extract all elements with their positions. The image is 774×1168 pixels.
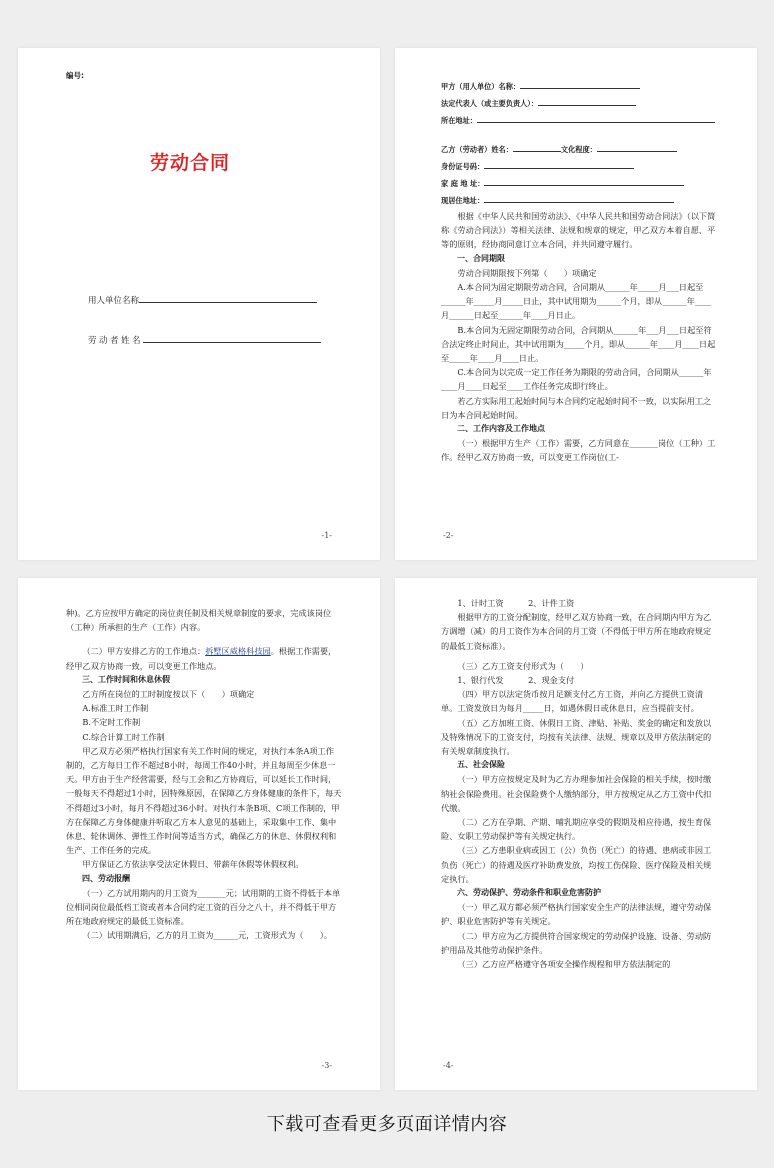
page2-body xyxy=(441,209,717,465)
page-number: -2- xyxy=(443,531,454,540)
current-address-field: 现居住地址： xyxy=(441,192,721,209)
paragraph: （三）乙方应严格遵守各项安全操作规程和甲方依法制定的 xyxy=(457,959,671,970)
home-address-field: 家 庭 地 址： xyxy=(441,175,721,192)
section-6-heading: 六、劳动保护、劳动条件和职业危害防护 xyxy=(457,888,601,898)
page3-body xyxy=(66,606,342,943)
page-number: -4- xyxy=(443,1061,454,1070)
document-page-4 xyxy=(395,578,757,1090)
paragraph: （三）乙方患职业病或因工（公）负伤（死亡）的待遇、患病或非因工负伤（死亡）的待遇及医疗补助费发放，均按工伤保险、医疗保险及相关规定执行。 xyxy=(441,845,712,884)
section-4-heading: 四、劳动报酬 xyxy=(82,873,130,883)
contract-number-label: 编号: xyxy=(66,71,84,80)
party-b-name-field: 乙方（劳动者）姓名： 文化程度： xyxy=(441,141,721,158)
paragraph: （一）甲乙双方都必须严格执行国家安全生产的法律法规，遵守劳动保护、职业危害防护等有关规定。 xyxy=(441,902,712,927)
paragraph: （一）甲方应按规定及时为乙方办理参加社会保险的相关手续，按时缴纳社会保险费用。社会保险费个人缴纳部分，甲方按规定从乙方工资中代扣代缴。 xyxy=(441,774,712,813)
paragraph: C.本合同为以完成一定工作任务为期限的劳动合同，合同期从______年____月____日起至____工作任务完成即行终止。 xyxy=(441,367,712,392)
id-number-field: 身份证号码： xyxy=(441,158,721,175)
employer-name-label: 用人单位名称 xyxy=(88,296,140,306)
employer-name-row xyxy=(88,294,317,306)
document-page-3 xyxy=(18,578,380,1090)
document-page-1 xyxy=(18,48,380,560)
paragraph: 根据甲方的工资分配制度，经甲乙双方协商一致，在合同期内甲方为乙方调增（减）的月工资作为本合同的月工资（不得低于甲方所在地政府规定的最低工资标准）。 xyxy=(441,612,712,651)
paragraph: 劳动合同期限按下列第（ ）项确定 xyxy=(457,267,597,278)
worker-name-blank xyxy=(143,334,321,343)
contract-title: 劳动合同 xyxy=(150,152,231,174)
intro-paragraph: 根据《中华人民共和国劳动法》、《中华人民共和国劳动合同法》（以下简称《劳动合同法》）等相关法律、法规和规章的规定，甲乙双方本着自愿、平等的原则，经协商同意订立本合同，并共同遵守履行。 xyxy=(441,211,716,250)
download-more-prompt[interactable]: 下载可查看更多页面详情内容 xyxy=(266,1114,508,1135)
section-1-heading: 一、合同期限 xyxy=(457,253,505,263)
work-location-value: 拆墅区威格科技园 xyxy=(205,646,271,657)
employer-name-blank xyxy=(139,294,317,303)
paragraph: （四）甲方以法定货币按月足额支付乙方工资，并向乙方提供工资清单。工资发放日为每月_____日，如遇休假日或休息日，应当提前支付。 xyxy=(441,689,704,714)
document-page-2 xyxy=(395,48,757,560)
party-info-block xyxy=(441,78,721,209)
party-a-name-field: 甲方（用人单位）名称： xyxy=(441,78,721,95)
paragraph: 乙方所在岗位的工时制度按以下（ ）项确定 xyxy=(82,689,255,700)
paragraph: （三）乙方工资支付形式为（ ） xyxy=(457,660,589,671)
paragraph: 种)。乙方应按甲方确定的岗位责任制及相关规章制度的要求，完成该岗位（工种）所承担的生产（工作）内容。 xyxy=(66,608,332,633)
worker-name-label: 劳动者姓名 xyxy=(88,336,144,346)
list-item: A.标准工时工作制 xyxy=(82,703,149,714)
paragraph: 甲方保证乙方依法享受法定休假日、带薪年休假等休假权利。 xyxy=(82,859,304,870)
paragraph: （二）试用期满后，乙方的月工资为______元，工资形式为（ ）。 xyxy=(82,930,333,941)
paragraph: 若乙方实际用工起始时间与本合同约定起始时间不一致，以实际用工之日为本合同起始时间。 xyxy=(441,395,712,420)
section-5-heading: 五、社会保险 xyxy=(457,760,505,770)
page-number: -1- xyxy=(321,531,332,540)
list-item: 1、计时工资 2、计件工资 xyxy=(457,598,575,608)
paragraph: （一）根据甲方生产（工作）需要，乙方同意在_______岗位（工种）工作。经甲乙双方协商一致，可以变更工作岗位(工- xyxy=(441,438,716,463)
legal-rep-field: 法定代表人（或主要负责人）： xyxy=(441,95,721,112)
worker-name-row xyxy=(88,334,321,346)
section-3-heading: 三、工作时间和休息休假 xyxy=(82,674,170,684)
paragraph: （五）乙方加班工资、休假日工资、津贴、补贴、奖金的确定和发放以及特殊情况下的工资支付，均按有关法律、法规、规章以及甲方依法制定的有关规章制度执行。 xyxy=(441,717,712,757)
paragraph: （一）乙方试用期内的月工资为_______元；试用期的工资不得低于本单位相同岗位最低档工资或者本合同约定工资的百分之八十，并不得低于甲方所在地政府规定的最低工资标准。 xyxy=(66,887,341,927)
party-a-address-field: 所在地址： xyxy=(441,112,721,129)
page-number: -3- xyxy=(321,1061,332,1070)
section-2-heading: 二、工作内容及工作地点 xyxy=(457,424,545,434)
list-item: C.综合计算工时工作制 xyxy=(82,731,165,742)
list-item: B.不定时工作制 xyxy=(82,717,141,728)
paragraph: （二）甲方应为乙方提供符合国家规定的劳动保护设施、设备、劳动防护用品及其他劳动保护条件。 xyxy=(441,930,712,955)
work-location-paragraph: （二）甲方安排乙方的工作地点：拆墅区威格科技园。根据工作需要，经甲乙双方协商一致，可以变更工作地点。 xyxy=(66,646,337,671)
paragraph: 甲乙双方必须严格执行国家有关工作时间的规定，对执行本条A项工作制的，乙方每日工作不超过8小时，每周工作40小时，并且每周至少休息一天。甲方由于生产经营需要，经与工会和乙方协商后，可以延长工作时间，一般每天不得超过1小时，因特殊原因，在保障乙方身体健康的条件下，每天不得超过3小时，每月不得超过36小时。对执行本条B项、C项工作制的，甲方在保障乙方身体健康并听取乙方本人意见的基础上，采取集中工作、集中休息、轮休调休、弹性工作时间等适当方式，确保乙方的休息、休假权利和生产、工作任务的完成。 xyxy=(66,745,342,856)
paragraph: B.本合同为无固定期限劳动合同，合同期从______年___月___日起至符合法定终止时间止，其中试用期为_____个月，即从______年____月____日起至_____年____月____日止。 xyxy=(441,324,716,364)
list-item: 1、银行代发 2、现金支付 xyxy=(457,675,575,686)
paragraph: （二）乙方在孕期、产期、哺乳期应享受的假期及相应待遇，按生育保险、女职工劳动保护等有关规定执行。 xyxy=(441,817,712,842)
paragraph: A.本合同为固定期限劳动合同，合同期从______年_____月___日起至______年_____月_____日止，其中试用期为______个月，即从______年____月______日起至______年____月日止。 xyxy=(441,282,712,321)
page4-body xyxy=(441,596,717,971)
